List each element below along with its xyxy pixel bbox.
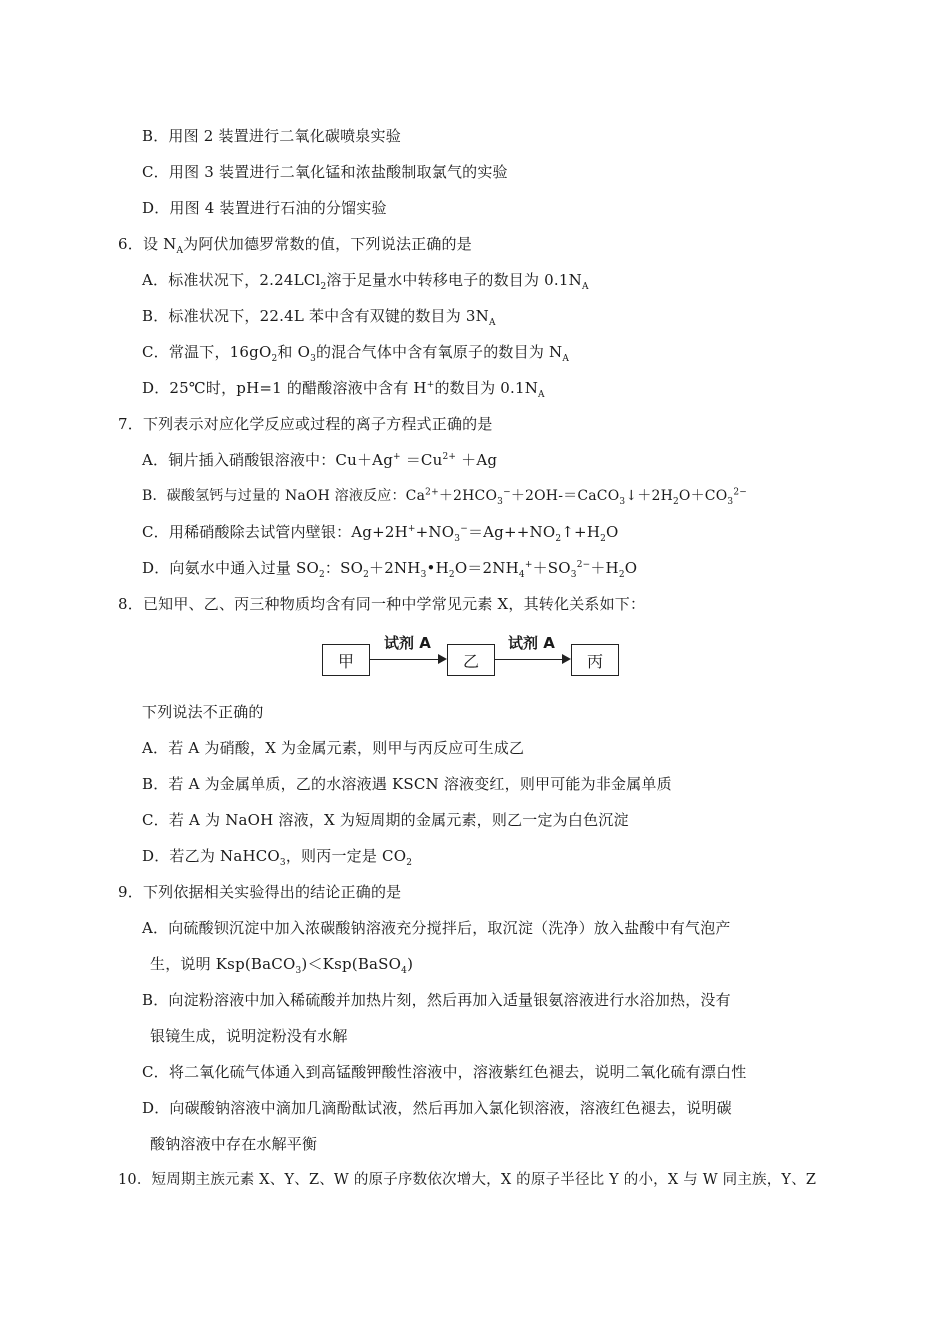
option-8a: A．若 A 为硝酸，X 为金属元素，则甲与丙反应可生成乙 (142, 739, 525, 757)
option-7a: A．铜片插入硝酸银溶液中：$Cu+Ag^+ =Cu^{2+} +Ag$ (142, 451, 498, 469)
question-8-intro: 下列说法不正确的 (142, 703, 264, 721)
box-jia: 甲 (322, 644, 370, 676)
question-9: 9．下列依据相关实验得出的结论正确的是 (118, 883, 402, 901)
option-9a-line2: 生，说明 Ksp(BaCO$_3$)＜Ksp(BaSO$_4$) (150, 955, 414, 976)
arrow-label-1: 试剂 A (384, 634, 431, 652)
option-9b-line1: B．向淀粉溶液中加入稀硫酸并加热片刻，然后再加入适量银氨溶液进行水浴加热，没有 (142, 991, 731, 1009)
arrow-label-2: 试剂 A (508, 634, 555, 652)
option-6c: C．常温下，$16gO_2$和 $O_3$的混合气体中含有氧原子的数目为 $N_A$ (142, 343, 570, 364)
option-9c: C．将二氧化硫气体通入到高锰酸钾酸性溶液中，溶液紫红色褪去，说明二氧化硫有漂白性 (142, 1063, 747, 1081)
arrow-2-line (495, 659, 562, 660)
option-9d-line2: 酸钠溶液中存在水解平衡 (150, 1135, 318, 1153)
option-5c: C．用图 3 装置进行二氧化锰和浓盐酸制取氯气的实验 (142, 163, 508, 181)
option-7d: D．向氨水中通入过量 $SO_2$：$SO_2+2NH_3•H_2O=2NH_4^++SO_3^{2-}+H_2O$ (142, 559, 638, 580)
conversion-diagram (322, 636, 622, 684)
option-9d-line1: D．向碳酸钠溶液中滴加几滴酚酞试液，然后再加入氯化钡溶液，溶液红色褪去，说明碳 (142, 1099, 732, 1117)
arrow-1-line (370, 659, 438, 660)
question-10: 10．短周期主族元素 X、Y、Z、W 的原子序数依次增大，X 的原子半径比 Y 的小，X 与 W 同主族，Y、Z (118, 1172, 817, 1188)
option-6b: B．标准状况下，22.4L 苯中含有双键的数目为 $3N_A$ (142, 307, 496, 328)
option-6d: D．25℃时，pH=1 的醋酸溶液中含有 H+的数目为 $0.1N_A$ (142, 379, 545, 400)
question-6: 6．设 $N_A$为阿伏加德罗常数的值，下列说法正确的是 (118, 235, 472, 256)
option-8c: C．若 A 为 NaOH 溶液，X 为短周期的金属元素，则乙一定为白色沉淀 (142, 811, 629, 829)
option-8d: D．若乙为 NaHCO$_3$，则丙一定是 $CO_2$ (142, 847, 413, 868)
option-6a: A．标准状况下，2.24LCl$_2$溶于足量水中转移电子的数目为 $0.1N_A$ (142, 271, 589, 292)
option-9a-line1: A．向硫酸钡沉淀中加入浓碳酸钠溶液充分搅拌后，取沉淀（洗净）放入盐酸中有气泡产 (142, 919, 731, 937)
option-8b: B．若 A 为金属单质，乙的水溶液遇 KSCN 溶液变红，则甲可能为非金属单质 (142, 775, 672, 793)
option-7c: C．用稀硝酸除去试管内壁银：$Ag+2H^++NO_3^-=Ag++NO_2↑+H_2O$ (142, 523, 619, 544)
option-7b: B．碳酸氢钙与过量的 NaOH 溶液反应：$Ca^{2+}+2HCO_3^-+2OH-=CaCO_3↓+2H_2O+CO_3^{2-}$ (142, 487, 747, 507)
box-bing: 丙 (571, 644, 619, 676)
box-yi: 乙 (447, 644, 495, 676)
question-7: 7．下列表示对应化学反应或过程的离子方程式正确的是 (118, 415, 493, 433)
option-5b: B．用图 2 装置进行二氧化碳喷泉实验 (142, 127, 401, 145)
option-5d: D．用图 4 装置进行石油的分馏实验 (142, 199, 387, 217)
arrow-1-head (438, 654, 447, 664)
option-9b-line2: 银镜生成，说明淀粉没有水解 (150, 1027, 348, 1045)
question-8: 8．已知甲、乙、丙三种物质均含有同一种中学常见元素 X，其转化关系如下： (118, 595, 646, 613)
arrow-2-head (562, 654, 571, 664)
